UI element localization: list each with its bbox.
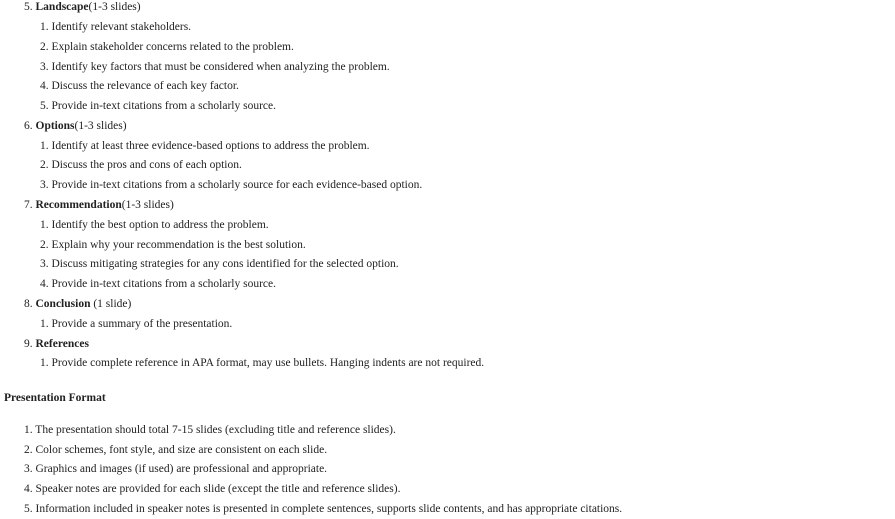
outline-number: 6. (24, 120, 33, 132)
sub-item-number: 5. (40, 100, 49, 112)
outline-number: 5. (24, 1, 33, 13)
format-item (24, 423, 396, 437)
sub-item (40, 356, 484, 370)
sub-item-number: 1. (40, 357, 49, 369)
sub-item (40, 60, 390, 74)
outline-suffix: (1-3 slides) (74, 120, 127, 132)
outline-title: References (35, 338, 89, 350)
sub-item-number: 2. (40, 41, 49, 53)
format-item-text: Speaker notes are provided for each slide (except the title and reference slides). (35, 483, 401, 495)
outline-item-options (24, 119, 127, 133)
sub-item (40, 99, 276, 113)
outline-suffix: (1 slide) (90, 298, 132, 310)
section-heading: Presentation Format (4, 392, 106, 404)
outline-title: Landscape (35, 1, 89, 13)
sub-item (40, 139, 370, 153)
sub-item-text: Discuss the pros and cons of each option. (51, 159, 242, 171)
sub-item-number: 1. (40, 21, 49, 33)
sub-item-number: 2. (40, 239, 49, 251)
format-item-text: Information included in speaker notes is presented in complete sentences, supports slide contents, and has appropriate citations. (35, 503, 623, 515)
outline-item-conclusion (24, 297, 131, 311)
format-item (24, 482, 400, 496)
outline-number: 9. (24, 338, 33, 350)
sub-item-text: Explain why your recommendation is the best solution. (51, 239, 306, 251)
outline-title: Options (35, 120, 75, 132)
sub-item-text: Identify the best option to address the problem. (51, 219, 269, 231)
sub-item (40, 20, 191, 34)
sub-item (40, 158, 242, 172)
sub-item-number: 1. (40, 140, 49, 152)
sub-item-text: Provide a summary of the presentation. (51, 318, 233, 330)
outline-item-landscape (24, 0, 141, 14)
format-item-number: 2. (24, 444, 33, 456)
sub-item-text: Explain stakeholder concerns related to the problem. (51, 41, 294, 53)
outline-suffix: (1-3 slides) (88, 1, 141, 13)
format-item-number: 4. (24, 483, 33, 495)
sub-item (40, 277, 276, 291)
format-item-number: 3. (24, 463, 33, 475)
sub-item-text: Discuss the relevance of each key factor. (51, 80, 239, 92)
sub-item (40, 238, 306, 252)
outline-title: Recommendation (35, 199, 122, 211)
sub-item-number: 4. (40, 278, 49, 290)
format-item-text: Color schemes, font style, and size are consistent on each slide. (35, 444, 328, 456)
format-item-text: Graphics and images (if used) are professional and appropriate. (35, 463, 328, 475)
outline-item-recommendation (24, 198, 174, 212)
sub-item-number: 1. (40, 318, 49, 330)
sub-item-number: 3. (40, 61, 49, 73)
format-item (24, 462, 327, 476)
sub-item-text: Provide complete reference in APA format, may use bullets. Hanging indents are not required. (51, 357, 485, 369)
outline-title: Conclusion (35, 298, 91, 310)
sub-item-number: 1. (40, 219, 49, 231)
sub-item-text: Identify relevant stakeholders. (51, 21, 192, 33)
sub-item-text: Discuss mitigating strategies for any cons identified for the selected option. (51, 258, 399, 270)
format-item (24, 502, 622, 516)
sub-item-text: Identify at least three evidence-based options to address the problem. (51, 140, 370, 152)
sub-item-text: Provide in-text citations from a scholarly source. (51, 278, 277, 290)
sub-item-text: Provide in-text citations from a scholarly source for each evidence-based option. (51, 179, 423, 191)
sub-item-text: Provide in-text citations from a scholarly source. (51, 100, 277, 112)
format-item-text: The presentation should total 7-15 slides (excluding title and reference slides). (35, 424, 396, 436)
outline-item-references (24, 337, 89, 351)
sub-item-number: 2. (40, 159, 49, 171)
sub-item-number: 3. (40, 258, 49, 270)
format-item (24, 443, 327, 457)
outline-number: 8. (24, 298, 33, 310)
sub-item-number: 4. (40, 80, 49, 92)
format-item-number: 5. (24, 503, 33, 515)
sub-item (40, 79, 239, 93)
outline-number: 7. (24, 199, 33, 211)
sub-item (40, 178, 422, 192)
sub-item-text: Identify key factors that must be considered when analyzing the problem. (51, 61, 390, 73)
sub-item (40, 218, 269, 232)
sub-item (40, 40, 294, 54)
sub-item (40, 317, 232, 331)
format-item-number: 1. (24, 424, 33, 436)
sub-item-number: 3. (40, 179, 49, 191)
sub-item (40, 257, 399, 271)
outline-suffix: (1-3 slides) (121, 199, 174, 211)
